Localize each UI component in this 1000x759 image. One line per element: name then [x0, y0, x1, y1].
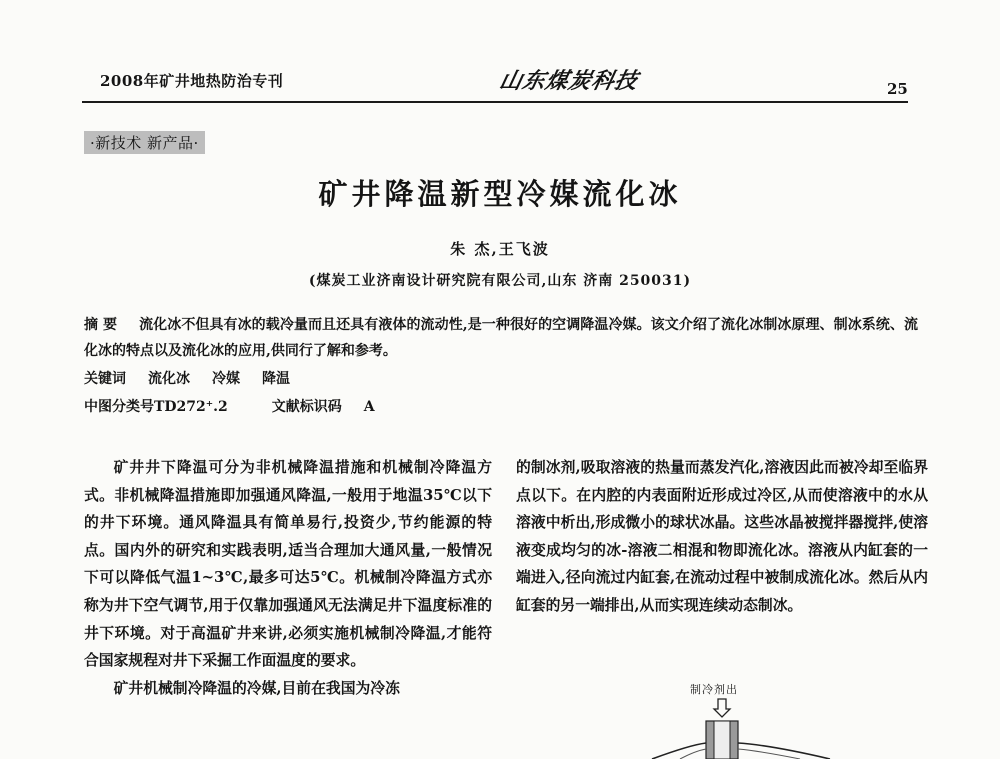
abstract [84, 312, 918, 364]
journal-name-logo: 山东煤炭科技 [496, 68, 641, 94]
body-column-left [84, 454, 492, 702]
keyword-item: 降温 [262, 371, 290, 387]
page-number: 25 [887, 80, 908, 98]
abstract-label: 摘 要 [84, 317, 118, 333]
keywords-label: 关键词 [84, 371, 126, 387]
running-header-issue: 2008年矿井地热防治专刊 [100, 72, 284, 90]
clc-value: TD272⁺.2 [154, 399, 228, 415]
doc-code-value: A [363, 399, 375, 415]
ice-maker-diagram [650, 695, 840, 759]
article-title: 矿井降温新型冷媒流化冰 [318, 177, 682, 211]
clc-label: 中图分类号 [84, 399, 154, 415]
abstract-text: 流化冰不但具有冰的载冷量而且还具有液体的流动性,是一种很好的空调降温冷媒。该文介绍了流化冰制冰原理、制冰系统、流化冰的特点以及流化冰的应用,供同行了解和参考。 [84, 317, 918, 359]
header-rule [82, 101, 908, 103]
body-paragraph: 矿井井下降温可分为非机械降温措施和机械制冷降温方式。非机械降温措施即加强通风降温,一般用于地温35℃以下的井下环境。通风降温具有简单易行,投资少,节约能源的特点。国内外的研究和实践表明,适当合理加大通风量,一般情况下可以降低气温1~3℃,最多可达5℃。机械制冷降温方式亦称为井下空气调节,用于仅靠加强通风无法满足井下温度标准的井下环境。对于高温矿井来讲,必须实施机械制冷降温,才能符合国家规程对井下采掘工作面温度的要求。 [84, 459, 492, 670]
doc-code-label: 文献标识码 [271, 399, 342, 415]
keyword-item: 冷媒 [212, 371, 240, 387]
classification-line [84, 396, 375, 416]
keywords [84, 368, 290, 388]
outlet-pipe-bore [714, 721, 730, 759]
section-tag: ·新技术 新产品· [84, 131, 205, 154]
refrigerant-outlet-arrow-icon [714, 699, 730, 717]
keyword-item: 流化冰 [148, 371, 190, 387]
body-column-right [516, 454, 928, 620]
article-authors: 朱 杰,王飞波 [450, 240, 550, 258]
body-paragraph: 矿井机械制冷降温的冷媒,目前在我国为冷冻 [113, 679, 400, 697]
body-paragraph: 的制冰剂,吸取溶液的热量而蒸发汽化,溶液因此而被冷却至临界点以下。在内腔的内表面附近形成过冷区,从而使溶液中的水从溶液中析出,形成微小的球状冰晶。这些冰晶被搅拌器搅拌,使溶液变成均匀的冰-溶液二相混和物即流化冰。溶液从内缸套的一端进入,径向流过内缸套,在流动过程中被制成流化冰。然后从内缸套的另一端排出,从而实现连续动态制冰。 [516, 459, 928, 614]
figure-label: 制冷剂出 [690, 683, 738, 696]
inner-sleeve-left [680, 749, 706, 759]
author-affiliation: (煤炭工业济南设计研究院有限公司,山东 济南 250031) [308, 273, 692, 289]
